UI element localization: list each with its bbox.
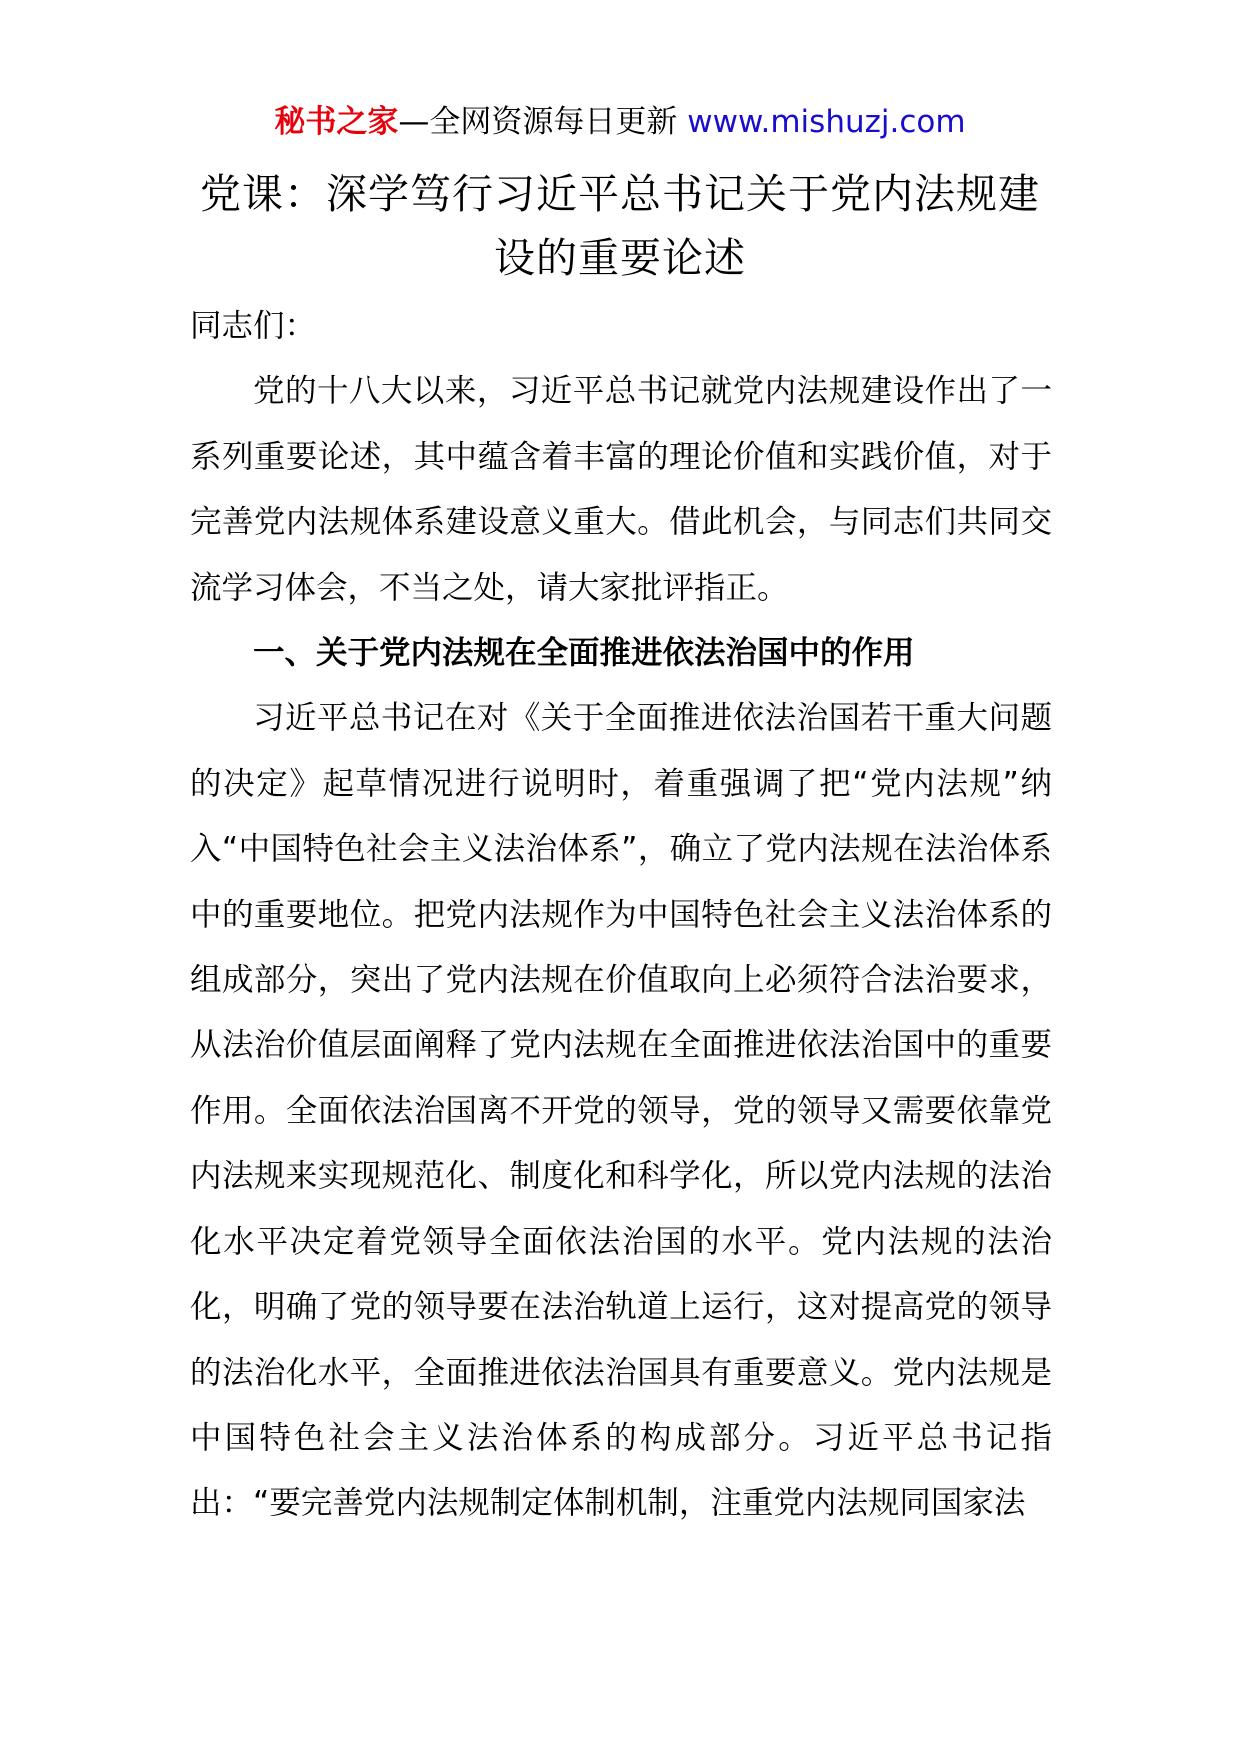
body-paragraph: 习近平总书记在对《关于全面推进依法治国若干重大问题的决定》起草情况进行说明时，着重强调了把“党内法规”纳入“中国特色社会主义法治体系”，确立了党内法规在法治体系中的重要地位。把党内法规作为中国特色社会主义法治体系的组成部分，突出了党内法规在价值取向上必须符合法治要求，从法治价值层面阐释了党内法规在全面推进依法治国中的重要作用。全面依法治国离不开党的领导，党的领导又需要依靠党内法规来实现规范化、制度化和科学化，所以党内法规的法治化水平决定着党领导全面依法治国的水平。党内法规的法治化，明确了党的领导要在法治轨道上运行，这对提高党的领导的法治化水平，全面推进依法治国具有重要意义。党内法规是中国特色社会主义法治体系的构成部分。习近平总书记指出：“要完善党内法规制定体制机制，注重党内法规同国家法 (190, 700, 1052, 1522)
document-body (190, 294, 1052, 1537)
site-brand: 秘书之家 (274, 104, 399, 140)
site-url: www.mishuzj.com (687, 104, 966, 140)
intro-paragraph: 党的十八大以来，习近平总书记就党内法规建设作出了一系列重要论述，其中蕴含着丰富的理论价值和实践价值，对于完善党内法规体系建设意义重大。借此机会，与同志们共同交流学习体会，不当之处，请大家批评指正。 (190, 373, 1052, 606)
site-header (0, 100, 1240, 144)
section-heading: 一、关于党内法规在全面推进依法治国中的作用 (253, 635, 915, 672)
salutation: 同志们： (190, 308, 317, 344)
document-title: 党课：深学笃行习近平总书记关于党内法规建设的重要论述 (200, 170, 1040, 282)
site-tagline: —全网资源每日更新 (398, 104, 688, 140)
